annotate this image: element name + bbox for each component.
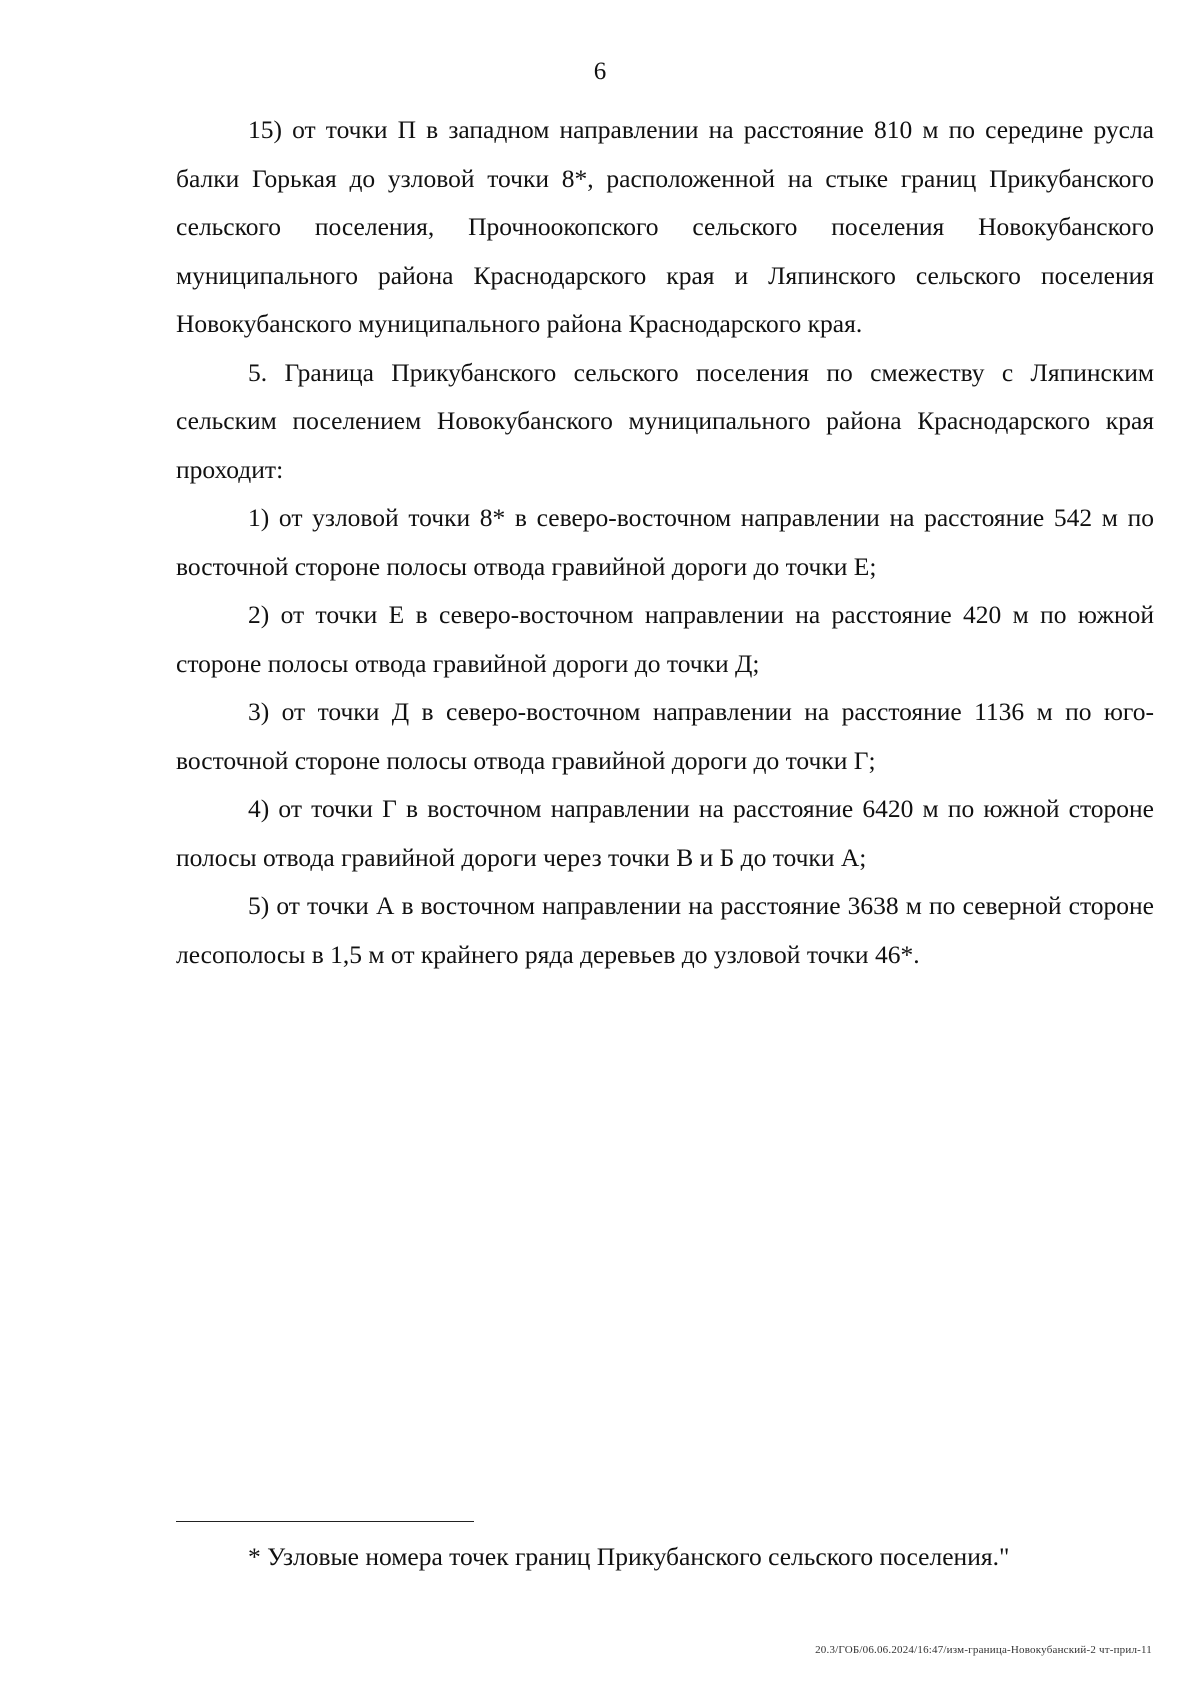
paragraph-item-1: 1) от узловой точки 8* в северо-восточном направлении на расстояние 542 м по восточной стороне полосы отвода гравийной дороги до точки Е; (176, 503, 1154, 581)
paragraph-item-15: 15) от точки П в западном направлении на расстояние 810 м по середине русла балки Горькая до узловой точки 8*, расположенной на стыке границ Прикубанского сельского поселения, Прочноокопского сельского поселения Новокубанского муниципального района Краснодарского края и Ляпинского сельского поселения Новокубанского муниципального района Краснодарского края. (176, 115, 1154, 338)
paragraph-section-5: 5. Граница Прикубанского сельского поселения по смежеству с Ляпинским сельским поселением Новокубанского муниципального района Краснодарского края проходит: (176, 357, 1154, 484)
document-body (176, 106, 1154, 979)
document-code: 20.3/ГОБ/06.06.2024/16:47/изм-граница-Новокубанский-2 чт-прил-11 (815, 1644, 1152, 1656)
paragraph-item-3: 3) от точки Д в северо-восточном направлении на расстояние 1136 м по юго-восточной стороне полосы отвода гравийной дороги до точки Г; (176, 697, 1154, 775)
footnote-divider (176, 1521, 474, 1522)
footnote: * Узловые номера точек границ Прикубанского сельского поселения." (248, 1542, 1010, 1571)
paragraph-item-5: 5) от точки А в восточном направлении на расстояние 3638 м по северной стороне лесополосы в 1,5 м от крайнего ряда деревьев до узловой точки 46*. (176, 891, 1154, 969)
page-number: 6 (593, 58, 607, 85)
paragraph-item-2: 2) от точки Е в северо-восточном направлении на расстояние 420 м по южной стороне полосы отвода гравийной дороги до точки Д; (176, 600, 1154, 678)
paragraph-item-4: 4) от точки Г в восточном направлении на расстояние 6420 м по южной стороне полосы отвода гравийной дороги через точки В и Б до точки А; (176, 794, 1154, 872)
